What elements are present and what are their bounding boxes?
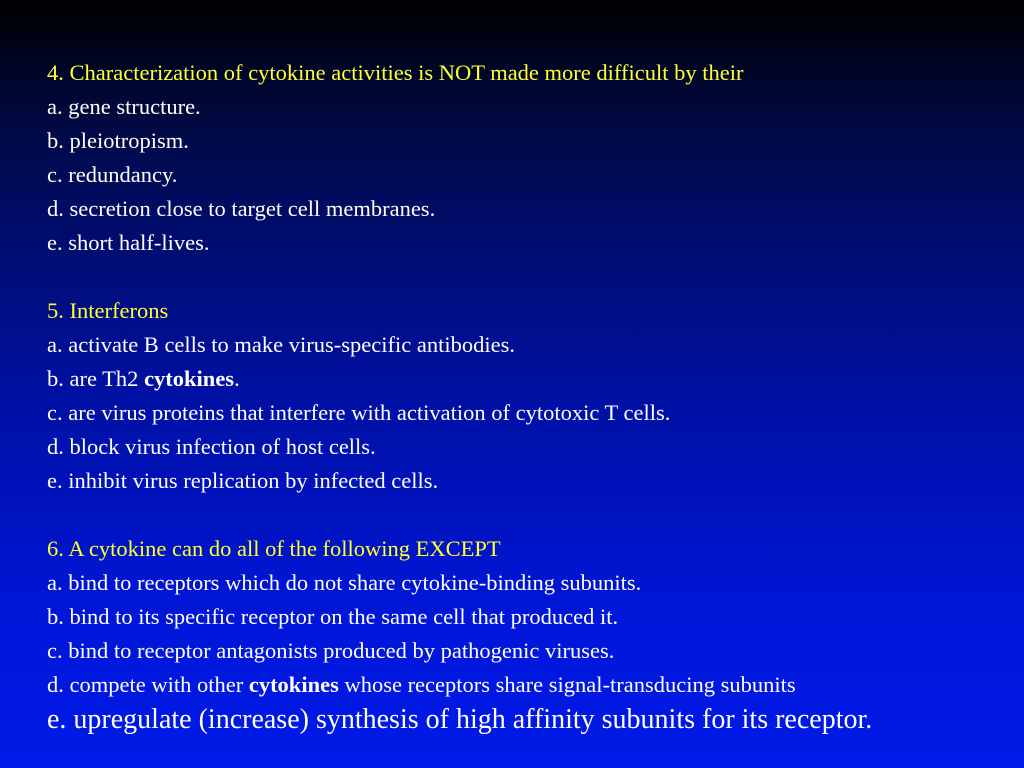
question-4-stem: 4. Characterization of cytokine activities is NOT made more difficult by their <box>47 60 744 85</box>
option-text: . <box>234 366 240 391</box>
question-4-option-b: b. pleiotropism. <box>47 128 189 153</box>
option-text: whose receptors share signal-transducing subunits <box>338 672 796 697</box>
question-6-option-a: a. bind to receptors which do not share cytokine-binding subunits. <box>47 570 642 595</box>
slide-content <box>47 56 1024 740</box>
option-bold-text: cytokines <box>248 672 339 697</box>
question-5-option-d: d. block virus infection of host cells. <box>47 434 376 459</box>
question-6-option-c: c. bind to receptor antagonists produced by pathogenic viruses. <box>47 638 615 663</box>
option-bold-text: cytokines <box>144 366 235 391</box>
spacer <box>47 498 1024 532</box>
question-4-option-a: a. gene structure. <box>47 94 201 119</box>
spacer <box>47 260 1024 294</box>
question-5-option-b <box>47 362 1024 396</box>
question-6-stem: 6. A cytokine can do all of the following EXCEPT <box>47 536 501 561</box>
question-4-option-d: d. secretion close to target cell membranes. <box>47 196 436 221</box>
question-6-option-b: b. bind to its specific receptor on the same cell that produced it. <box>47 604 619 629</box>
question-5-stem: 5. Interferons <box>47 298 169 323</box>
option-text: d. compete with other <box>47 672 249 697</box>
question-5-option-a: a. activate B cells to make virus-specific antibodies. <box>47 332 515 357</box>
question-5-option-e: e. inhibit virus replication by infected cells. <box>47 468 439 493</box>
option-text: b. are Th2 <box>47 366 145 391</box>
question-6-option-d <box>47 668 1024 702</box>
question-4-option-e: e. short half-lives. <box>47 230 210 255</box>
question-6-option-e: e. upregulate (increase) synthesis of high affinity subunits for its receptor. <box>47 704 873 735</box>
question-5-option-c: c. are virus proteins that interfere with activation of cytotoxic T cells. <box>47 400 671 425</box>
question-4-option-c: c. redundancy. <box>47 162 178 187</box>
